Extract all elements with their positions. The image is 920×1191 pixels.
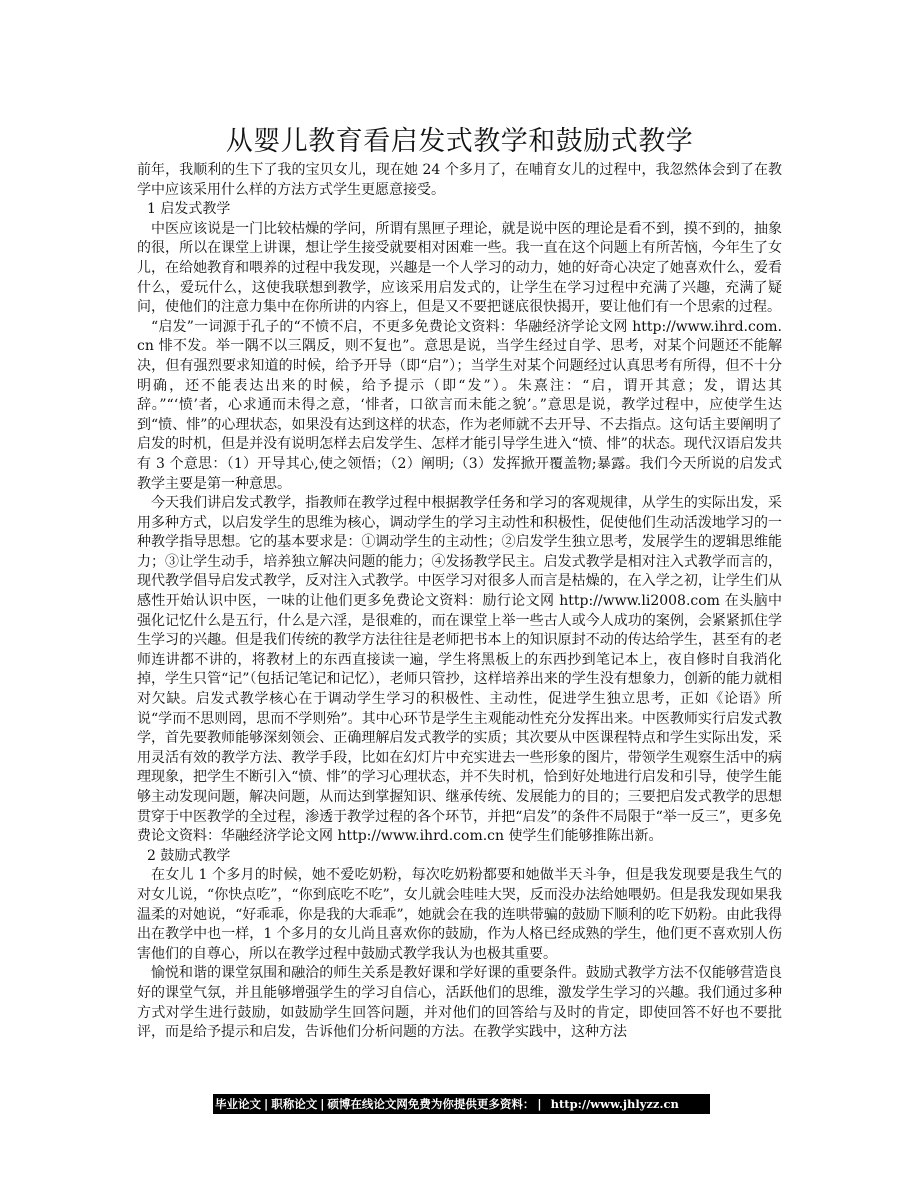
inline-ad-3: 更多免费论文资料：华融经济学论文网 http://www.ihrd.com.cn <box>137 808 782 845</box>
footer-separator: | <box>537 1097 542 1111</box>
document-page <box>137 124 782 1043</box>
paragraph-4: 在女儿 1 个多月的时候，她不爱吃奶粉，每次吃奶粉都要和她做半天斗争，但是我发现要是我生气的对女儿说，“你快点吃”，“你到底吃不吃”，女儿就会哇哇大哭，反而没办法给她喂奶。但是我发现如果我温柔的对她说，“好乖乖，你是我的大乖乖”，她就会在我的连哄带骗的鼓励下顺利的吃下奶粉。由此我得出在教学中也一样，1 个多月的女儿尚且喜欢你的鼓励，作为人格已经成熟的学生，他们更不喜欢别人伤害他们的自尊心，所以在教学过程中鼓励式教学我认为也极其重要。 <box>137 867 782 962</box>
footer-ad-bar <box>213 1094 710 1114</box>
paragraph-2-text: 悱不发。举一隅不以三隅反，则不复也”。意思是说，当学生经过自学、思考，对某个问题还不能解决，但有强烈要求知道的时候，给予开导（即“启”）；当学生对某个问题经过认真思考有所得，但不十分明确，还不能表达出来的时候，给予提示（即“发”）。朱熹注：“启，谓开其意；发，谓达其辞。”“‘愤’者，心求通而未得之意，‘悱者，口欲言而未能之貌’。”意思是说，教学过程中，应使学生达到“愤、悱”的心理状态，如果没有达到这样的状态，作为老师就不去开导、不去指点。这句话主要阐明了启发的时机，但是并没有说明怎样去启发学生、怎样才能引导学生进入“愤、悱”的状态。现代汉语启发共有 3 个意思：（1）开导其心,使之领悟；（2）阐明;（3）发挥掀开覆盖物;暴露。我们今天所说的启发式教学主要是第一种意思。 <box>137 338 782 492</box>
paragraph-1: 中医应该说是一门比较枯燥的学问，所谓有黑匣子理论，就是说中医的理论是看不到，摸不到的，抽象的很，所以在课堂上讲课，想让学生接受就要相对困难一些。我一直在这个问题上有所苦恼，今年生了女儿，在给她教育和喂养的过程中我发现，兴趣是一个人学习的动力，她的好奇心决定了她喜欢什么，爱看什么，爱玩什么，这使我联想到教学，应该采用启发式的，让学生在学习过程中充满了兴趣，充满了疑问，使他们的注意力集中在你所讲的内容上，但是又不要把谜底很快揭开，要让他们有一个思索的过程。 <box>137 220 782 316</box>
document-body <box>137 161 782 1043</box>
paragraph-2 <box>137 318 782 494</box>
paragraph-intro: 前年，我顺利的生下了我的宝贝女儿，现在她 24 个多月了，在哺育女儿的过程中，我忽然体会到了在教学中应该采用什么样的方法方式学生更愿意接受。 <box>137 162 782 198</box>
footer-separator: | <box>320 1097 325 1111</box>
paragraph-3-text-a: 今天我们讲启发式教学，指教师在教学过程中根据教学任务和学习的客观规律，从学生的实际出发，采用多种方式，以启发学生的思维为核心，调动学生的学习主动性和积极性，促使他们生动活泼地学习的一种教学指导思想。它的基本要求是：①调动学生的主动性；②启发学生独立思考，发展学生的逻辑思维能力；③让学生动手，培养独立解决问题的能力；④发扬教学民主。启发式教学是相对注入式教学而言的，现代教学倡导启发式教学，反对注入式教学。中医学习对很多人而言是枯燥的，在入学之初，让学生们从感性开始认识中医，一味的让他们更多免费论文资料：励行论文网 http://www.li2008.com 在头脑中强化记忆什么是五行 <box>137 495 782 629</box>
inline-ad-1: 不更多免费论文资料：华融经济学论文网 http://www.ihrd.com.cn <box>137 318 782 355</box>
paragraph-2-part-a: “启发”一词源于孔子的“不愤不启， <box>151 318 372 335</box>
footer-url-link[interactable]: http://www.jhlyzz.cn <box>550 1097 679 1111</box>
section-heading-2: 2 鼓励式教学 <box>147 847 231 864</box>
paragraph-3-text-b: ，什么是六淫，是很难的，而在课堂上举一些古人或今人成功的案例，会紧紧抓住学生学习的兴趣。但是我们传统的教学方法往往是老师把书本上的知识原封不动的传达给学生，甚至有的老师连讲都不讲的，将教材上的东西直接读一遍，学生将黑板上的东西抄到笔记本上，夜自修时自我消化掉，学生只管“记”（包括记笔记和记忆），老师只管抄，这样培养出来的学生没有想象力，创新的能力就相对欠缺。启发式教学核心在于调动学生学习的积极性、主动性，促进学生独立思考，正如《论语》所说“学而不思则罔，思而不学则殆”。其中心环节是学生主观能动性充分发挥出来。中医教师实行启发式教学，首先要教师能够深刻领会、正确理解启发式教学的实质；其次要从中医课程特点和学生实际出发，采用灵活有效的教学方法、教学手段，比如在幻灯片中充实进去一些形象的图片，带领学生观察生活中的病理现象，把学生不断引入“愤、悱”的学习心理状态，并不失时机，恰到好处地进行启发和引导，使学生能够主动发现问题，解决问题，从而达到掌握知识、继承传统、发展能力的目的；三要把启发式教学的思想贯穿于中医教学的全过程，渗透于教学过程的各个环节，并把“启发”的条件不局限于“举一反三”， <box>137 612 783 825</box>
section-heading-1: 1 启发式教学 <box>147 201 231 218</box>
footer-link-professional-thesis[interactable]: 职称论文 <box>271 1097 318 1111</box>
paragraph-5: 愉悦和谐的课堂氛围和融洽的师生关系是教好课和学好课的重要条件。鼓励式教学方法不仅能够营造良好的课堂气氛，并且能够增强学生的学习自信心，活跃他们的思维，激发学生学习的兴趣。我们通过多种方式对学生进行鼓励，如鼓励学生回答问题，并对他们的回答给与及时的肯定，即使回答不好也不要批评，而是给予提示和启发，告诉他们分析问题的方法。在教学实践中，这种方法 <box>137 965 782 1041</box>
footer-link-graduation-thesis[interactable]: 毕业论文 <box>215 1097 261 1111</box>
document-title: 从婴儿教育看启发式教学和鼓励式教学 <box>225 126 694 157</box>
paragraph-3 <box>137 494 782 847</box>
footer-separator: | <box>264 1097 269 1111</box>
paragraph-3-text-c: 使学生们能够推陈出新。 <box>508 828 663 845</box>
footer-text: 硕博在线论文网免费为你提供更多资料： <box>327 1097 535 1111</box>
